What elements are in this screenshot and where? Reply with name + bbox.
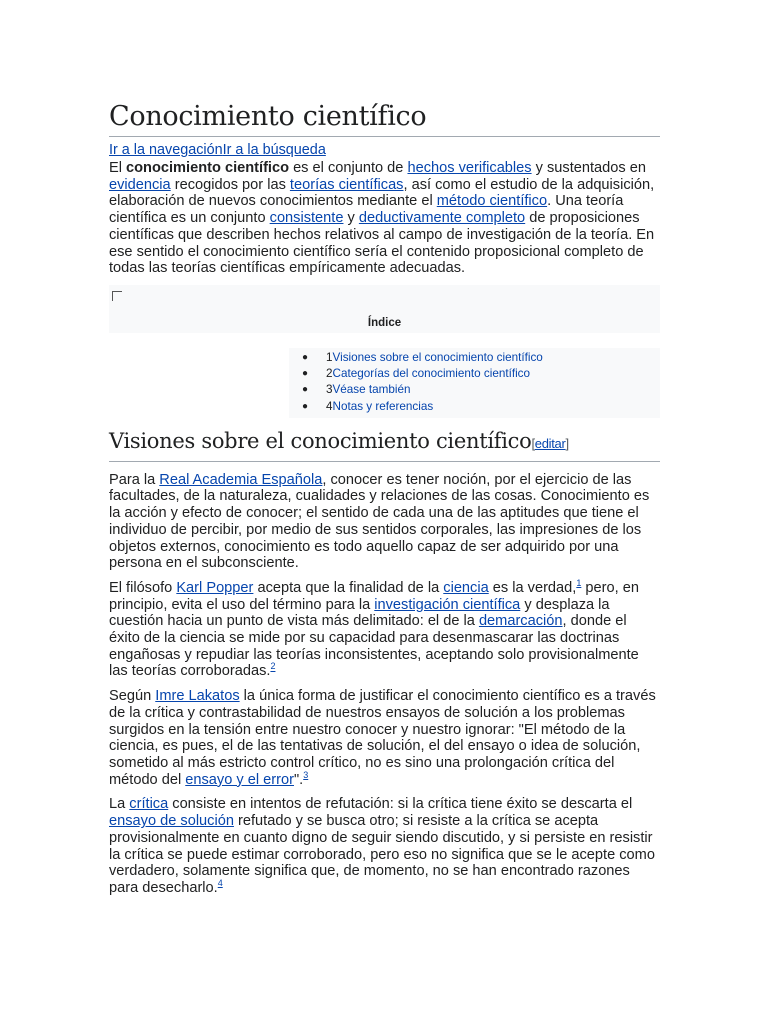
article-content: [109, 96, 660, 905]
text: pero, en principio, evita el uso del término para la: [109, 579, 639, 613]
toc-number: 1: [326, 350, 333, 364]
toc-title: Índice: [367, 316, 402, 329]
text: acepta que la finalidad de la: [253, 579, 444, 596]
link-ensayo-de-solucion[interactable]: ensayo de solución: [109, 813, 234, 830]
text: consiste en intentos de refutación: si la crítica tiene éxito se descarta el: [168, 796, 633, 813]
toc-item[interactable]: [289, 350, 660, 366]
text: recogidos por las: [170, 176, 290, 193]
bracket: ]: [565, 435, 569, 451]
bullet-icon: ●: [302, 400, 309, 412]
footnote-link[interactable]: 2: [270, 661, 276, 672]
toc-item[interactable]: [289, 399, 660, 415]
jump-links: [109, 140, 660, 160]
edit-section: [531, 436, 568, 451]
link-hechos-verificables[interactable]: hechos verificables: [407, 160, 532, 176]
toc-number: 4: [326, 399, 333, 413]
text: ".: [293, 771, 304, 788]
link-real-academia[interactable]: Real Academia Española: [159, 471, 323, 488]
text: El filósofo: [109, 579, 177, 596]
bullet-icon: ●: [302, 384, 309, 396]
toc-item[interactable]: [289, 366, 660, 382]
toc-link-visiones[interactable]: Visiones sobre el conocimiento científico: [332, 350, 543, 364]
section-title: Visiones sobre el conocimiento científico: [109, 428, 532, 453]
text: . Una teoría científica es un conjunto: [109, 193, 624, 227]
link-investigacion-cientifica[interactable]: investigación científica: [374, 596, 521, 613]
jump-to-search-link[interactable]: Ir a la búsqueda: [222, 142, 326, 158]
toc-link-categorias[interactable]: Categorías del conocimiento científico: [332, 367, 531, 381]
page-title: Conocimiento científico: [109, 96, 660, 137]
footnote-link[interactable]: 4: [217, 878, 223, 889]
section-heading: [109, 426, 660, 462]
jump-to-navigation-link[interactable]: Ir a la navegación: [109, 142, 223, 158]
link-teorias-cientificas[interactable]: teorías científicas: [289, 176, 404, 193]
link-deductivamente-completo[interactable]: deductivamente completo: [358, 210, 526, 227]
toc-toggle-checkbox[interactable]: [112, 291, 122, 301]
text: y: [343, 210, 359, 227]
toc-link-notas[interactable]: Notas y referencias: [332, 399, 434, 413]
toc-list: [289, 348, 660, 418]
text: , donde el éxito de la ciencia se mide por su capacidad para desenmascarar las doctrinas engañosas y repudiar las teorías inconsistentes, aceptando solo provisionalmente las teorías corroboradas.: [109, 613, 639, 680]
paragraph-critica: [109, 796, 660, 896]
link-demarcacion[interactable]: demarcación: [478, 613, 563, 630]
link-ensayo-y-error[interactable]: ensayo y el error: [185, 771, 294, 788]
link-metodo-cientifico[interactable]: método científico: [436, 193, 548, 210]
link-critica[interactable]: crítica: [129, 796, 169, 813]
edit-section-link[interactable]: editar: [534, 435, 566, 451]
toc-header: [109, 285, 660, 333]
text: La: [109, 796, 130, 813]
text: la única forma de justificar el conocimiento científico es a través de la crítica y contrastabilidad de nuestros ensayos de solución a los problemas surgidos en la tensión entre nuestro conocer y nuestro ignorar: "El método de la ciencia, es pues, el de las tentativas de solución, el del ensayo o idea de solución, sometido al más estricto control crítico, no es sino una prolongación crítica del método del: [109, 688, 656, 788]
text: es el conjunto de: [289, 160, 408, 176]
link-ciencia[interactable]: ciencia: [443, 579, 489, 596]
toc-number: 2: [326, 367, 333, 381]
text: Para la: [109, 471, 160, 488]
paragraph-rae: [109, 472, 660, 572]
bullet-icon: ●: [302, 351, 309, 363]
footnote-link[interactable]: 3: [303, 769, 309, 780]
link-imre-lakatos[interactable]: Imre Lakatos: [155, 688, 240, 705]
text: Según: [109, 688, 156, 705]
link-evidencia[interactable]: evidencia: [109, 176, 171, 193]
text: y desplaza la cuestión hacia un punto de vista más delimitado: el de la: [109, 596, 610, 630]
intro-paragraph: [109, 160, 660, 277]
toc-link-vease-tambien[interactable]: Véase también: [332, 383, 411, 397]
text: El: [109, 160, 127, 176]
link-consistente[interactable]: consistente: [269, 210, 344, 227]
text: refutado y se busca otro; si resiste a la crítica se acepta provisionalmente en cuanto digno de seguir siendo discutido, y si persiste en resistir la crítica se puede estimar corroborado, pero eso no significa que se le acepte como verdadero, solamente significa que, de momento, no se han encontrado razones para desecharlo.: [109, 813, 655, 896]
footnote-link[interactable]: 1: [576, 578, 582, 589]
text: es la verdad,: [488, 579, 577, 596]
paragraph-popper: [109, 580, 660, 680]
bold-term: conocimiento científico: [126, 160, 290, 176]
text: y sustentados en: [531, 160, 646, 176]
toc-number: 3: [326, 383, 333, 397]
link-karl-popper[interactable]: Karl Popper: [176, 579, 254, 596]
text: , así como el estudio de la adquisición, elaboración de nuevos conocimientos mediante el: [109, 176, 655, 210]
text: de proposiciones científicas que describen hechos relativos al campo de investigación de la teoría. En ese sentido el conocimiento científico sería el contenido proposicional completo de todas las teorías científicas empíricamente adecuadas.: [109, 210, 655, 277]
bracket: [: [531, 435, 535, 451]
text: , conocer es tener noción, por el ejercicio de las facultades, de la naturaleza, cualidades y relaciones de las cosas. Conocimiento es la acción y efecto de conocer; el sentido de cada una de las aptitudes que tiene el individuo de percibir, por medio de sus sentidos corporales, las impresiones de los objetos externos, conocimiento es todo aquello capaz de ser adquirido por una persona en el subconsciente.: [109, 471, 650, 572]
paragraph-lakatos: [109, 688, 660, 788]
bullet-icon: ●: [302, 368, 309, 380]
toc-item[interactable]: [289, 382, 660, 398]
